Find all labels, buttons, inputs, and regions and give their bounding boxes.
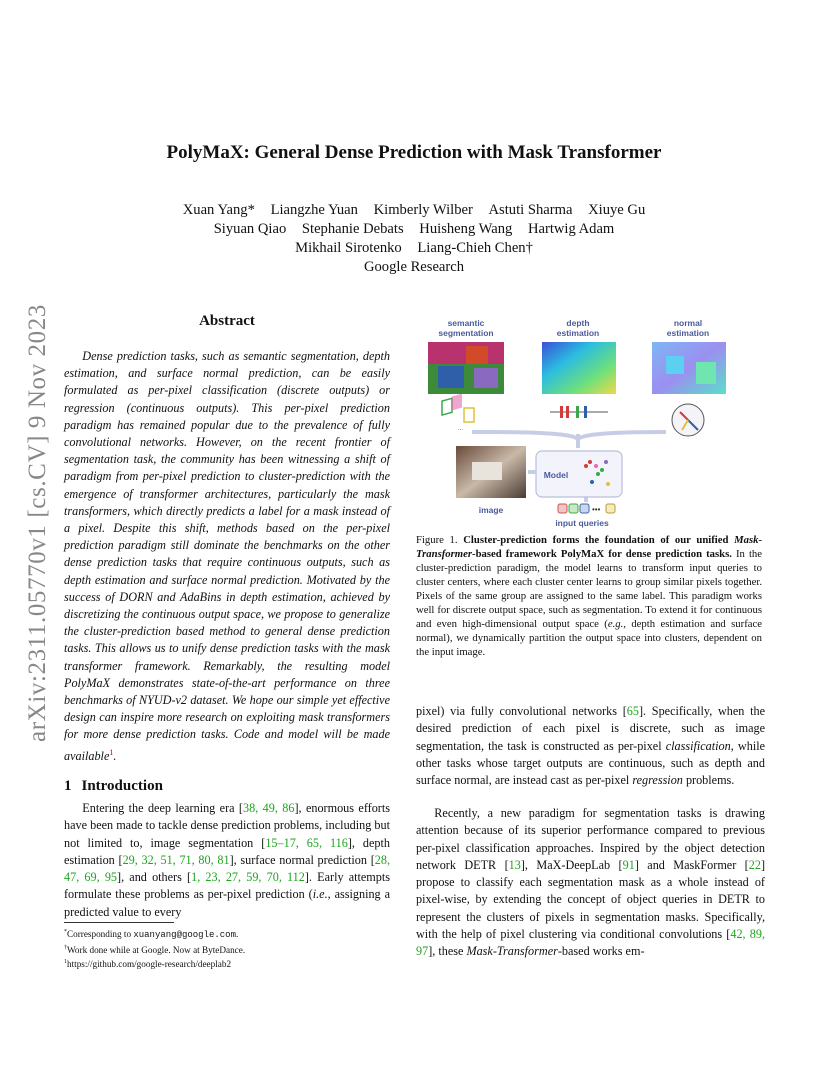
label-semantic-2: segmentation [438,328,494,338]
text-run-bold: Cluster-prediction forms the foundation of our unified [463,534,735,546]
author: Kimberly Wilber [373,202,473,218]
label-image: image [478,505,504,515]
text-run: pixel) via fully convolutional networks [ [416,704,627,718]
citation-link[interactable]: 13 [508,857,521,872]
text-run-bold: -based framework PolyMaX for dense prediction tasks. [472,548,732,560]
text-run: ]. Early attempts formulate these problems as per-pixel prediction ( [64,870,391,902]
citation-link[interactable]: 65 [626,704,639,718]
text-run: ]. Specifically, when the desired prediction of each pixel is discrete, such as image segmentation, the task is constructed as per-pixel [416,704,766,753]
author: Astuti Sharma [488,202,573,218]
text-run: , depth estimation and surface normal), we dynamically partition the output space into clusters, dependent on the input image. [416,618,762,658]
text-run: In the cluster-prediction paradigm, the model learns to transform input queries to cluster centers, where each cluster center learns to group similar pixels together. Pixels of the same group are assigned to the same label. This paradigm works well for discrete output space, such as segmentation. To extend it for continuous and even high-dimensional output space ( [416,548,762,630]
abstract-text: Dense prediction tasks, such as semantic segmentation, depth estimation, and surface normal prediction, can be easily formulated as per-pixel classification (discrete outputs) or regression (continuous outputs). This per-pixel prediction paradigm has remained popular due to the prevalence of fully convolutional networks. However, on the recent frontier of segmentation task, the community has been witnessing a shift of paradigm from per-pixel prediction to cluster-prediction with the emergence of transformer architectures, particularly the mask transformers, which directly predicts a label for a mask instead of a pixel. Despite this shift, methods based on the per-pixel prediction paradigm still dominate the benchmarks on the other dense prediction tasks that require continuous outputs, such as depth estimation and surface normal prediction. Motivated by the success of DORN and AdaBins in depth estimation, achieved by discretizing the continuous output space, we propose to generalize the cluster-prediction based method to general dense prediction tasks. This allows us to unify dense prediction tasks with the mask transformer framework. Remarkably, the resulting model PolyMaX demonstrates state-of-the-art performance on three benchmarks of NYUD-v2 dataset. We hope our simple yet effective design can inspire more research on exploiting mask transformers for more dense prediction tasks. Code and model will be made available$^1$. [64,349,390,763]
caption-label: Figure 1. [416,534,458,546]
input-queries [558,504,615,514]
author: Mikhail Sirotenko [295,240,402,256]
text-run-italic: regression [632,773,683,788]
citation-link[interactable]: 15–17, 65, 116 [265,835,348,850]
label-normal-2: estimation [666,328,710,338]
svg-text:•••: ••• [592,505,601,514]
text-run-bold-italic: Mask-Transformer [416,534,763,560]
author: Xiuye Gu [588,202,646,218]
abstract-body: Dense prediction tasks, such as semantic segmentation, depth estimation, and surface normal prediction, can be easily formulated as per-pixel classification (discrete outputs) or regression (continuous outputs). This per-pixel prediction paradigm has remained popular due to the prevalence of fully convolutional networks. However, on the recent frontier of segmentation task, the community has been witnessing a shift of paradigm from per-pixel prediction to cluster-prediction with the emergence of transformer architectures, particularly the mask transformers, which directly predicts a label for a mask instead of a pixel. Despite this shift, methods based on the per-pixel prediction paradigm still dominate the benchmarks on the other dense prediction tasks that require continuous outputs, such as depth estimation and surface normal prediction. Motivated by the success of DORN and AdaBins in depth estimation, achieved by discretizing the continuous output space, we propose to generalize the cluster-prediction based method to general dense prediction tasks. This allows us to unify dense prediction tasks with the mask transformer framework. Remarkably, the resulting model PolyMaX demonstrates state-of-the-art performance on three benchmarks of NYUD-v2 dataset. We hope our simple yet effective design can inspire more research on exploiting mask transformers for more dense prediction tasks. Code and model will be made available [64,349,390,763]
abstract-heading: Abstract [199,313,255,329]
citation-link[interactable]: 42, 89, 97 [416,927,765,959]
footnote-1: *Corresponding to xuanyang@google.com. [64,929,239,941]
text-run: ], depth estimation [ [64,835,390,867]
author: Hartwig Adam [527,221,615,237]
text-run-italic: Mask-Transformer [466,944,558,959]
section-heading-introduction [64,778,163,795]
text-run: , while other tasks whose target outputs are continuous, such as depth and surface normal, are instead cast as per-pixel [416,738,765,788]
citation-link[interactable]: 22 [748,857,761,872]
paper-title: PolyMaX: General Dense Prediction with Mask Transformer [166,142,662,163]
text-run-italic: i.e. [312,887,328,902]
text-run: Recently, a new paradigm for segmentation tasks is drawing attention because of its superior performance compared to previous per-pixel classification approaches. Inspired by the object detection network DETR [ [416,806,765,872]
figure-1 [416,316,764,530]
text-run: , assigning a predicted value to every [64,887,390,919]
citation-link[interactable]: 1, 23, 27, 59, 70, 112 [191,870,305,885]
text-run: -based works em- [557,944,645,959]
text-run: ], MaX-DeepLab [ [520,857,623,872]
section-number: 1 [64,778,72,794]
email-link[interactable]: xuanyang@google.com [133,930,236,941]
text-run: ], these [428,944,467,959]
right-paragraph-2 [416,805,765,961]
author: Liang-Chieh Chen† [417,240,533,256]
right-paragraph-1 [416,703,765,789]
author-line-1 [0,201,828,220]
author-line-2 [0,220,828,239]
affiliation: Google Research [363,259,465,275]
label-depth-2: estimation [556,328,600,338]
label-depth: depth [566,318,590,328]
author-block [0,201,828,277]
repo-link[interactable]: https://github.com/google-research/deeplab2 [67,959,232,970]
citation-link[interactable]: 28, 47, 69, 95 [64,852,390,885]
normal-sphere-icon [672,404,704,436]
footnotes [64,926,394,971]
footnote-divider [64,922,174,923]
text-run-italic: e.g. [607,618,624,630]
class-masks-icon [442,394,474,432]
author: Stephanie Debats [301,221,404,237]
depth-map [542,342,616,394]
arxiv-id: arXiv:2311.05770v1 [cs.CV] 9 Nov 2023 [24,304,51,742]
label-normal: normal [673,318,703,328]
section-title: Introduction [81,778,163,794]
label-queries: input queries [555,518,609,528]
footnote-3: $^1$https://github.com/google-research/deeplab2 [64,959,232,970]
citation-link[interactable]: 38, 49, 86 [243,801,295,815]
text-run: problems. [682,773,735,788]
text-run: ] propose to classify each segmentation mask as a whole instead of pixel-wise, by extending the concept of object queries in DETR to represent the clusters of pixels in segmentation masks. Specifically, with the help of pixel clustering via conditional convolutions [ [416,857,765,942]
text-run: ], and others [ [117,870,192,885]
semantic-map [428,342,504,394]
text-run: ], surface normal prediction [ [229,852,375,867]
author: Liangzhe Yuan [270,202,358,218]
figure-caption [416,533,762,659]
figure-diagram [416,316,764,530]
author: Xuan Yang* [182,202,255,218]
ellipsis-glyph: ... [458,426,464,432]
intro-paragraph [64,800,390,921]
citation-link[interactable]: 91 [622,857,635,872]
footnote-ref[interactable]: 1 [109,747,114,757]
text-run: ] and MaskFormer [ [634,857,749,872]
label-model: Model [543,470,569,480]
text-run-italic: classification [665,738,731,753]
citation-link[interactable]: 29, 32, 51, 71, 80, 81 [122,852,230,867]
depth-bins-icon [550,406,608,418]
normal-map [652,342,726,394]
text-run: Entering the deep learning era [ [82,801,243,815]
text-run: ], enormous efforts have been made to tackle dense prediction problems, including but not limited to, image segmentation [ [64,801,390,850]
author: Huisheng Wang [419,221,513,237]
label-semantic: semantic [447,318,485,328]
arxiv-sidebar [18,288,58,758]
author-line-3 [0,239,828,258]
author: Siyuan Qiao [213,221,287,237]
footnote-2: †Work done while at Google. Now at ByteDance. [64,944,246,955]
